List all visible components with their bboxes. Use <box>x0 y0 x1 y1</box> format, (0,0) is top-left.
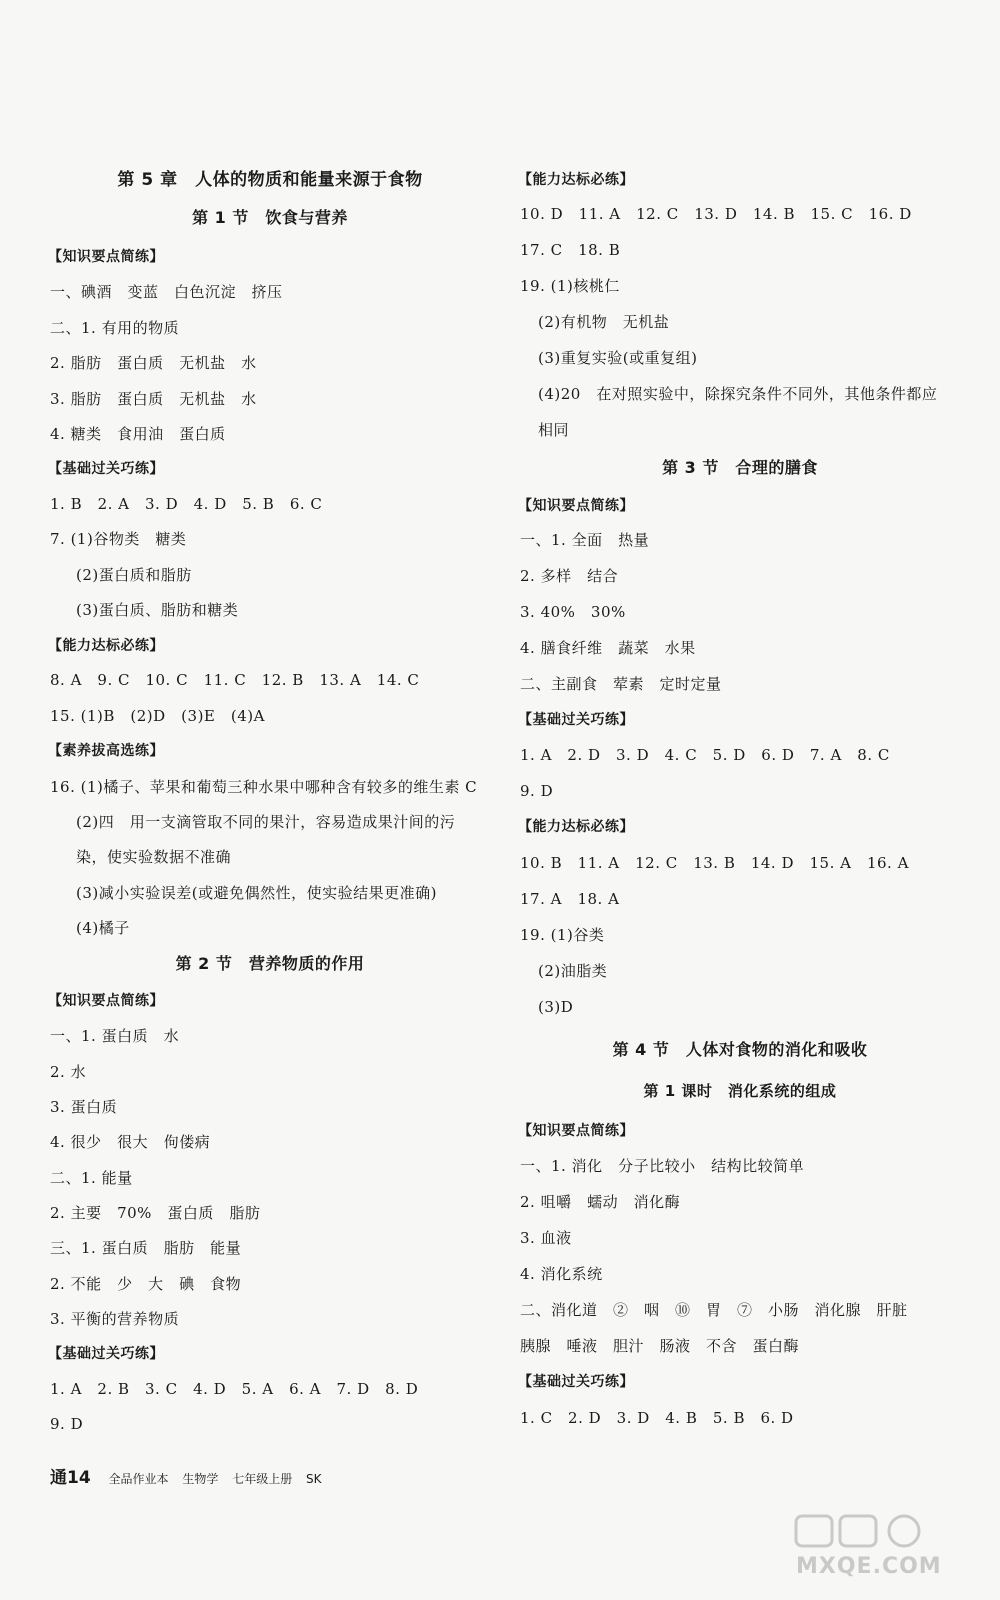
subject-name: 生物学 <box>182 1472 219 1486</box>
answer-line: 一、碘酒 变蓝 白色沉淀 挤压 <box>50 283 283 301</box>
watermark-text: MXQE.COM <box>796 1554 942 1579</box>
answer-line: (3)D <box>538 998 574 1016</box>
answer-line: 3. 40% 30% <box>520 603 626 621</box>
book-name: 全品作业本 <box>108 1472 169 1486</box>
answer-line: (4)橘子 <box>76 919 130 937</box>
block-label: 【能力达标必练】 <box>518 819 634 835</box>
answer-line: 4. 糖类 食用油 蛋白质 <box>50 425 226 443</box>
answer-line: 17. C 18. B <box>520 241 621 259</box>
answer-line: (3)重复实验(或重复组) <box>538 349 698 367</box>
answer-line: 19. (1)谷类 <box>520 926 605 944</box>
section-title: 第 3 节 合理的膳食 <box>662 458 818 477</box>
answer-line: 19. (1)核桃仁 <box>520 277 620 295</box>
block-label: 【知识要点简练】 <box>48 249 164 265</box>
block-label: 【知识要点简练】 <box>518 498 634 514</box>
block-label: 【基础过关巧练】 <box>518 1374 634 1390</box>
answer-line: 2. 多样 结合 <box>520 567 619 585</box>
section-title: 第 1 节 饮食与营养 <box>192 208 348 227</box>
answer-line: 1. A 2. D 3. D 4. C 5. D 6. D 7. A 8. C <box>520 746 890 764</box>
answer-line: 一、1. 蛋白质 水 <box>50 1027 180 1045</box>
answer-line: 2. 脂肪 蛋白质 无机盐 水 <box>50 354 257 372</box>
answer-line: 15. (1)B (2)D (3)E (4)A <box>50 707 265 725</box>
answer-line: 10. D 11. A 12. C 13. D 14. B 15. C 16. D <box>520 205 912 223</box>
answer-line: 17. A 18. A <box>520 890 620 908</box>
answer-line: 三、1. 蛋白质 脂肪 能量 <box>50 1239 242 1257</box>
answer-line: (2)有机物 无机盐 <box>538 313 670 331</box>
answer-line: (3)蛋白质、脂肪和糖类 <box>76 601 239 619</box>
answer-line: (4)20 在对照实验中，除探究条件不同外，其他条件都应 <box>538 385 938 403</box>
lesson-title: 第 1 课时 消化系统的组成 <box>643 1082 837 1100</box>
block-label: 【知识要点简练】 <box>48 993 164 1009</box>
answer-line: (2)四 用一支滴管取不同的果汁，容易造成果汁间的污 <box>76 813 456 831</box>
answer-line: (2)油脂类 <box>538 962 608 980</box>
edition-code: SK <box>306 1472 322 1486</box>
answer-line: 胰腺 唾液 胆汁 肠液 不含 蛋白酶 <box>520 1337 800 1355</box>
block-label: 【能力达标必练】 <box>48 638 164 654</box>
answer-line: 3. 平衡的营养物质 <box>50 1310 180 1328</box>
answer-line: 8. A 9. C 10. C 11. C 12. B 13. A 14. C <box>50 671 420 689</box>
watermark-logo <box>792 1512 982 1582</box>
answer-line: 二、1. 能量 <box>50 1169 133 1187</box>
answer-line: 一、1. 消化 分子比较小 结构比较简单 <box>520 1157 805 1175</box>
answer-line: 16. (1)橘子、苹果和葡萄三种水果中哪种含有较多的维生素 C <box>50 778 478 796</box>
answer-line: 1. C 2. D 3. D 4. B 5. B 6. D <box>520 1409 794 1427</box>
answer-line: 2. 咀嚼 蠕动 消化酶 <box>520 1193 681 1211</box>
answer-line: 3. 血液 <box>520 1229 572 1247</box>
block-label: 【基础过关巧练】 <box>518 712 634 728</box>
page-number: 通14 <box>50 1468 91 1488</box>
section-title: 第 4 节 人体对食物的消化和吸收 <box>612 1040 868 1059</box>
answer-line: 7. (1)谷物类 糖类 <box>50 530 187 548</box>
answer-line: (3)减小实验误差(或避免偶然性，使实验结果更准确) <box>76 884 437 902</box>
grade-name: 七年级上册 <box>232 1472 293 1486</box>
section-title: 第 2 节 营养物质的作用 <box>175 954 365 973</box>
answer-line: 相同 <box>538 421 570 439</box>
block-label: 【基础过关巧练】 <box>48 461 164 477</box>
chapter-title: 第 5 章 人体的物质和能量来源于食物 <box>117 170 423 190</box>
block-label: 【知识要点简练】 <box>518 1123 634 1139</box>
answer-line: (2)蛋白质和脂肪 <box>76 566 192 584</box>
answer-line: 10. B 11. A 12. C 13. B 14. D 15. A 16. A <box>520 854 909 872</box>
answer-line: 2. 不能 少 大 碘 食物 <box>50 1275 242 1293</box>
answer-line: 4. 很少 很大 佝偻病 <box>50 1133 211 1151</box>
answer-line: 二、主副食 荤素 定时定量 <box>520 675 722 693</box>
answer-line: 二、消化道 ② 咽 ⑩ 胃 ⑦ 小肠 消化腺 肝脏 <box>520 1301 908 1319</box>
answer-line: 9. D <box>50 1415 84 1433</box>
answer-line: 2. 主要 70% 蛋白质 脂肪 <box>50 1204 261 1222</box>
answer-line: 4. 膳食纤维 蔬菜 水果 <box>520 639 696 657</box>
page-footer <box>50 1463 332 1488</box>
answer-line: 二、1. 有用的物质 <box>50 319 180 337</box>
answer-line: 1. B 2. A 3. D 4. D 5. B 6. C <box>50 495 323 513</box>
answer-line: 3. 蛋白质 <box>50 1098 118 1116</box>
answer-line: 4. 消化系统 <box>520 1265 603 1283</box>
answer-line: 9. D <box>520 782 554 800</box>
answer-line: 2. 水 <box>50 1063 87 1081</box>
answer-line: 3. 脂肪 蛋白质 无机盐 水 <box>50 390 257 408</box>
answer-line: 1. A 2. B 3. C 4. D 5. A 6. A 7. D 8. D <box>50 1380 419 1398</box>
block-label: 【素养拔高选练】 <box>48 743 164 759</box>
block-label: 【能力达标必练】 <box>518 172 634 188</box>
block-label: 【基础过关巧练】 <box>48 1346 164 1362</box>
answer-line: 一、1. 全面 热量 <box>520 531 650 549</box>
answer-line: 染，使实验数据不准确 <box>76 848 232 866</box>
